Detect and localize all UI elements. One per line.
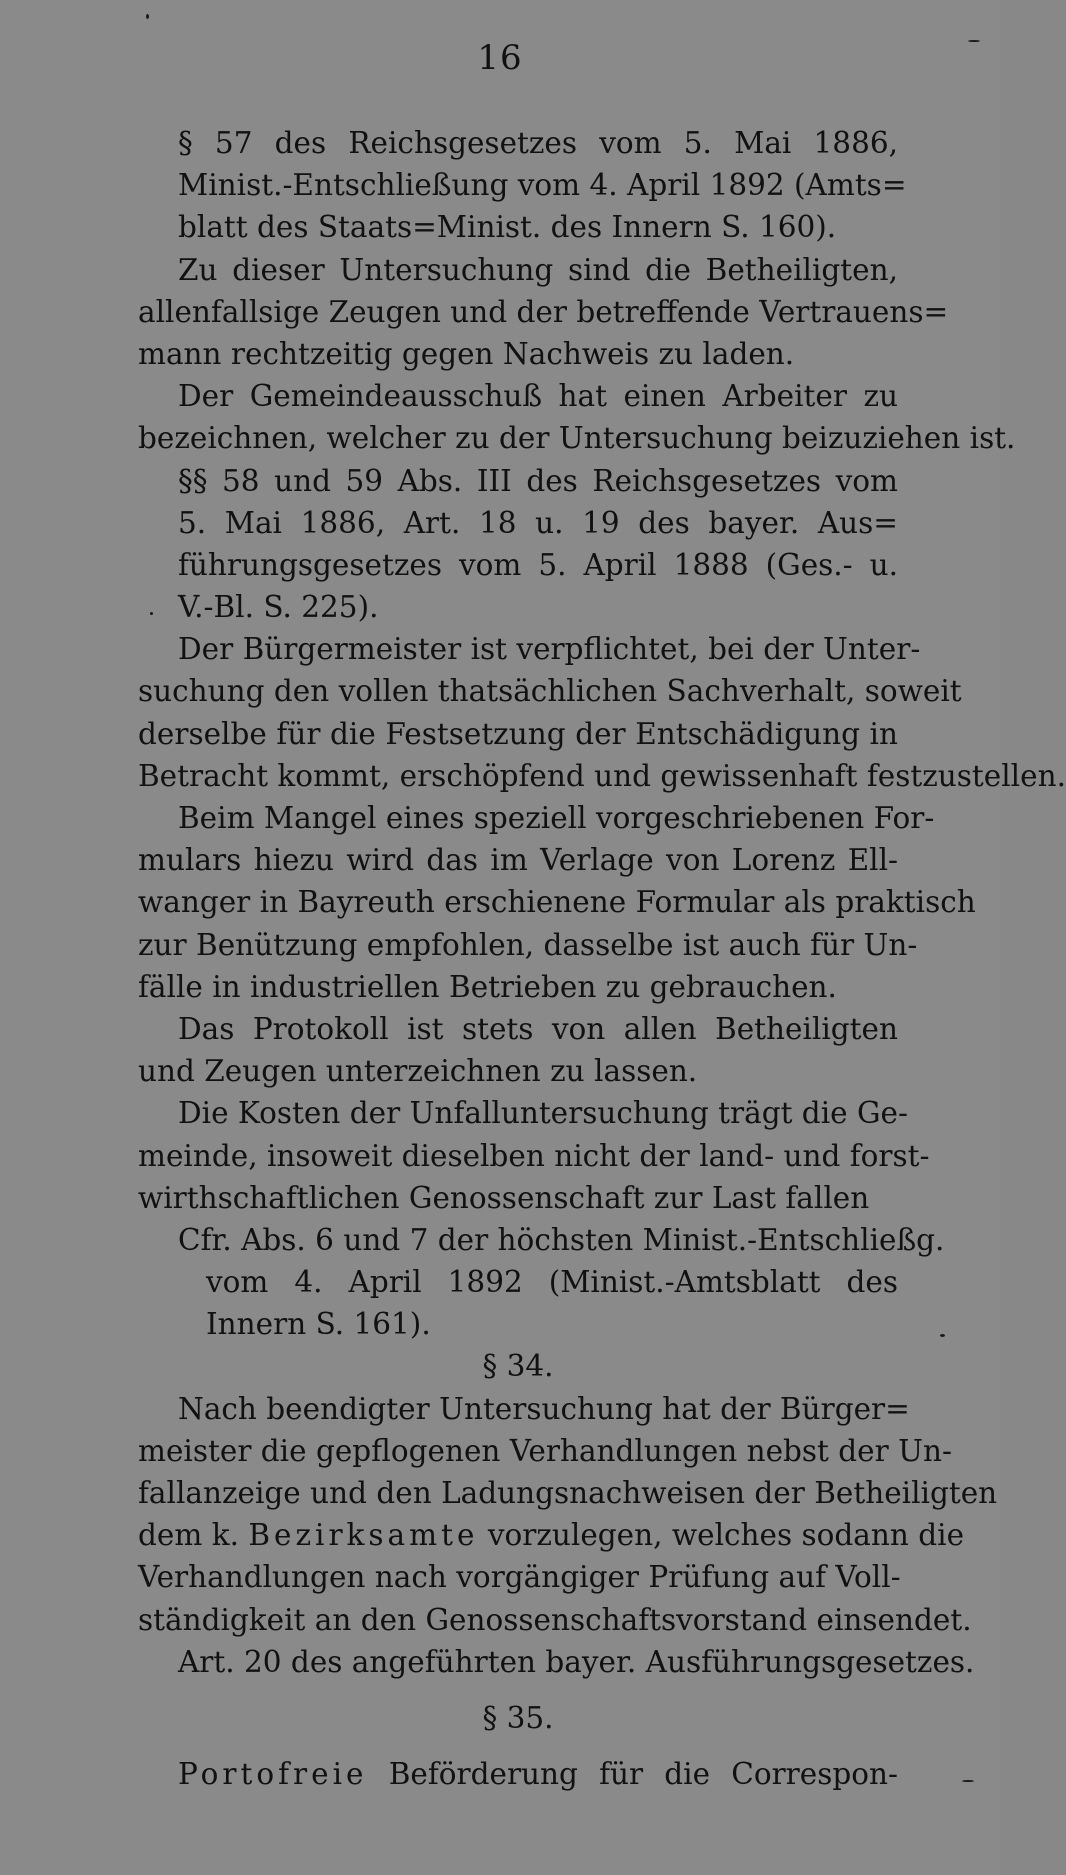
body-text bbox=[138, 122, 1066, 1795]
text-line: Nach beendigter Untersuchung hat der Bürger= bbox=[178, 1391, 910, 1426]
section-heading-34: § 34. bbox=[482, 1349, 554, 1384]
print-speck bbox=[146, 14, 149, 19]
text-line: bezeichnen, welcher zu der Untersuchung beizuziehen ist. bbox=[138, 421, 1016, 456]
text-line: Das Protokoll ist stets von allen Betheiligten bbox=[178, 1011, 898, 1046]
spaced-word: Portofreie bbox=[178, 1757, 368, 1792]
text-line: fälle in industriellen Betrieben zu gebrauchen. bbox=[138, 969, 837, 1004]
text-line: §§ 58 und 59 Abs. III des Reichsgesetzes vom bbox=[178, 463, 898, 498]
text-line: ständigkeit an den Genossenschaftsvorstand einsendet. bbox=[138, 1602, 972, 1637]
section-heading-35: § 35. bbox=[482, 1700, 554, 1735]
page-number: 16 bbox=[477, 38, 523, 78]
text-line: wanger in Bayreuth erschienene Formular als praktisch bbox=[138, 885, 976, 920]
text-line-bezirksamt bbox=[138, 1514, 965, 1556]
text-line: derselbe für die Festsetzung der Entschädigung in bbox=[138, 716, 898, 751]
text-line: Die Kosten der Unfalluntersuchung trägt die Ge- bbox=[178, 1096, 908, 1131]
print-speck bbox=[150, 612, 153, 615]
text-line: führungsgesetzes vom 5. April 1888 (Ges.- u. bbox=[178, 547, 898, 582]
text-line: Art. 20 des angeführten bayer. Ausführungsgesetzes. bbox=[178, 1644, 975, 1679]
text-line: zur Benützung empfohlen, dasselbe ist auch für Un- bbox=[138, 927, 918, 962]
text-line: fallanzeige und den Ladungsnachweisen der Betheiligten bbox=[138, 1476, 998, 1510]
text-line: 5. Mai 1886, Art. 18 u. 19 des bayer. Aus= bbox=[178, 505, 898, 540]
text-line: mann rechtzeitig gegen Nachweis zu laden. bbox=[138, 336, 795, 371]
text-line: meister die gepflogenen Verhandlungen nebst der Un- bbox=[138, 1433, 952, 1468]
text-line: Der Gemeindeausschuß hat einen Arbeiter zu bbox=[178, 379, 898, 414]
print-speck bbox=[968, 40, 980, 42]
text-line: Cfr. Abs. 6 und 7 der höchsten Minist.-Entschließg. bbox=[178, 1222, 945, 1257]
text-line: Der Bürgermeister ist verpflichtet, bei der Unter- bbox=[178, 632, 921, 667]
text-line: Zu dieser Untersuchung sind die Betheiligten, bbox=[178, 252, 898, 287]
text-line: und Zeugen unterzeichnen zu lassen. bbox=[138, 1054, 698, 1089]
text-line: wirthschaftlichen Genossenschaft zur Last fallen bbox=[138, 1180, 870, 1215]
text-line: mulars hiezu wird das im Verlage von Lorenz Ell- bbox=[138, 843, 898, 878]
line-suffix: vorzulegen, welches sodann die bbox=[478, 1518, 965, 1553]
text-line: suchung den vollen thatsächlichen Sachverhalt, soweit bbox=[138, 674, 962, 709]
text-line: V.-Bl. S. 225). bbox=[178, 590, 379, 625]
text-line-portofreie bbox=[138, 1753, 898, 1795]
text-line: meinde, insoweit dieselben nicht der land- und forst- bbox=[138, 1138, 930, 1173]
text-line: Beim Mangel eines speziell vorgeschriebenen For- bbox=[178, 801, 935, 835]
text-line: vom 4. April 1892 (Minist.-Amtsblatt des bbox=[206, 1265, 898, 1300]
text-line: Betracht kommt, erschöpfend und gewissenhaft festzustellen. bbox=[138, 758, 1066, 793]
line-prefix: dem k. bbox=[138, 1518, 249, 1553]
text-line: Innern S. 161). bbox=[206, 1307, 431, 1342]
text-line: § 57 des Reichsgesetzes vom 5. Mai 1886, bbox=[178, 126, 898, 160]
line-suffix: Beförderung für die Correspon- bbox=[367, 1757, 898, 1792]
print-speck bbox=[962, 1780, 974, 1782]
text-line: Minist.-Entschließung vom 4. April 1892 (Amts= bbox=[178, 168, 907, 203]
text-line: blatt des Staats=Minist. des Innern S. 160). bbox=[178, 210, 837, 245]
text-line: Verhandlungen nach vorgängiger Prüfung auf Voll- bbox=[138, 1560, 901, 1595]
print-speck bbox=[940, 1334, 945, 1337]
text-line: allenfallsige Zeugen und der betreffende Vertrauens= bbox=[138, 294, 949, 329]
spaced-word: Bezirksamte bbox=[248, 1518, 479, 1553]
